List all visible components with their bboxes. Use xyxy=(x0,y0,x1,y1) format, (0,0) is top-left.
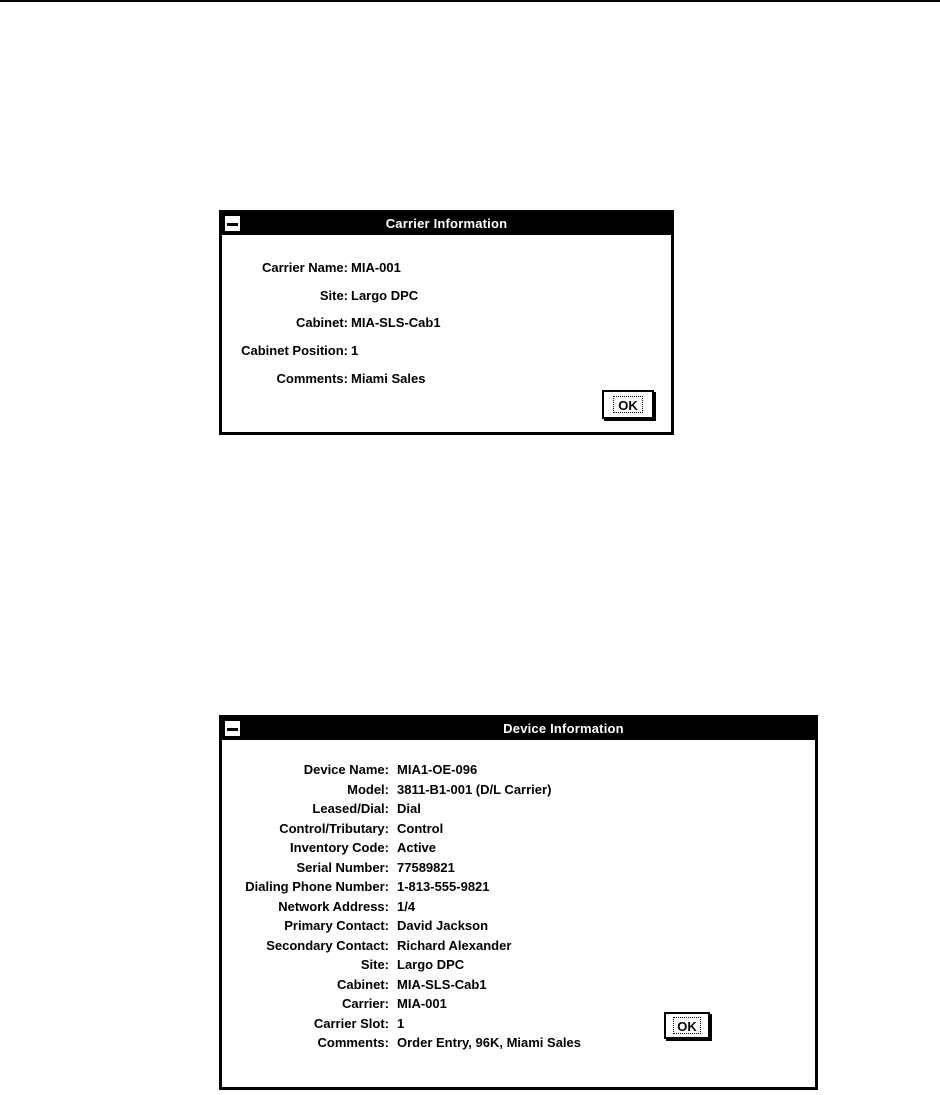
device-carrier-slot-value: 1 xyxy=(397,1016,405,1031)
device-field-row xyxy=(222,839,812,857)
device-primary-contact-value: David Jackson xyxy=(397,918,489,933)
carrier-cabinet-position-value: 1 xyxy=(351,343,359,358)
device-dialing-phone-label: Dialing Phone Number: xyxy=(245,879,389,894)
device-inventory-code-label: Inventory Code: xyxy=(290,840,389,855)
device-site-label: Site: xyxy=(360,957,389,972)
carrier-field-row xyxy=(222,314,662,332)
carrier-ok-label: OK xyxy=(613,396,643,413)
carrier-dialog-title: Carrier Information xyxy=(385,216,508,231)
device-control-tributary-label: Control/Tributary: xyxy=(279,821,389,836)
carrier-field-row xyxy=(222,370,662,388)
carrier-cabinet-label: Cabinet: xyxy=(296,315,348,330)
carrier-cabinet-position-label: Cabinet Position: xyxy=(241,343,348,358)
device-dialog-title: Device Information xyxy=(503,721,624,736)
carrier-field-row xyxy=(222,287,662,305)
device-carrier-value: MIA-001 xyxy=(397,996,447,1011)
page-top-rule xyxy=(0,0,940,2)
device-carrier-slot-label: Carrier Slot: xyxy=(313,1016,389,1031)
carrier-field-row xyxy=(222,259,662,277)
carrier-comments-value: Miami Sales xyxy=(351,371,426,386)
carrier-dialog-titlebar xyxy=(222,213,671,235)
carrier-site-label: Site: xyxy=(319,288,348,303)
device-information-dialog xyxy=(219,715,818,1090)
device-field-row xyxy=(222,859,812,877)
device-name-label: Device Name: xyxy=(303,762,389,777)
device-network-address-value: 1/4 xyxy=(397,899,416,914)
device-field-row xyxy=(222,917,812,935)
carrier-site-value: Largo DPC xyxy=(351,288,419,303)
device-name-value: MIA1-OE-096 xyxy=(397,762,478,777)
device-ok-label: OK xyxy=(673,1017,701,1034)
device-comments-value: Order Entry, 96K, Miami Sales xyxy=(397,1035,581,1050)
device-dialing-phone-value: 1-813-555-9821 xyxy=(397,879,490,894)
carrier-name-label: Carrier Name: xyxy=(262,260,348,275)
device-dialog-titlebar xyxy=(222,718,815,740)
device-field-row xyxy=(222,761,812,779)
device-site-value: Largo DPC xyxy=(397,957,465,972)
device-field-row xyxy=(222,1015,812,1033)
device-cabinet-value: MIA-SLS-Cab1 xyxy=(397,977,487,992)
device-field-row xyxy=(222,820,812,838)
carrier-information-dialog xyxy=(219,210,674,435)
device-field-row xyxy=(222,976,812,994)
device-field-row xyxy=(222,878,812,896)
device-comments-label: Comments: xyxy=(317,1035,389,1050)
device-serial-number-label: Serial Number: xyxy=(296,860,389,875)
device-inventory-code-value: Active xyxy=(397,840,437,855)
device-field-row xyxy=(222,800,812,818)
device-model-value: 3811-B1-001 (D/L Carrier) xyxy=(397,782,552,797)
device-model-label: Model: xyxy=(347,782,389,797)
device-field-row xyxy=(222,1034,812,1052)
device-field-row xyxy=(222,781,812,799)
carrier-name-value: MIA-001 xyxy=(351,260,401,275)
carrier-cabinet-value: MIA-SLS-Cab1 xyxy=(351,315,441,330)
device-control-tributary-value: Control xyxy=(397,821,444,836)
device-network-address-label: Network Address: xyxy=(278,899,389,914)
device-field-row xyxy=(222,898,812,916)
device-carrier-label: Carrier: xyxy=(342,996,389,1011)
device-leased-dial-label: Leased/Dial: xyxy=(312,801,389,816)
carrier-field-row xyxy=(222,342,662,360)
device-primary-contact-label: Primary Contact: xyxy=(284,918,389,933)
device-field-row xyxy=(222,937,812,955)
device-field-row xyxy=(222,995,812,1013)
device-leased-dial-value: Dial xyxy=(397,801,421,816)
device-secondary-contact-label: Secondary Contact: xyxy=(266,938,389,953)
device-serial-number-value: 77589821 xyxy=(397,860,455,875)
device-cabinet-label: Cabinet: xyxy=(337,977,389,992)
device-field-row xyxy=(222,956,812,974)
carrier-comments-label: Comments: xyxy=(276,371,348,386)
device-ok-button[interactable] xyxy=(664,1012,710,1039)
device-secondary-contact-value: Richard Alexander xyxy=(397,938,512,953)
carrier-ok-button[interactable] xyxy=(602,390,654,419)
